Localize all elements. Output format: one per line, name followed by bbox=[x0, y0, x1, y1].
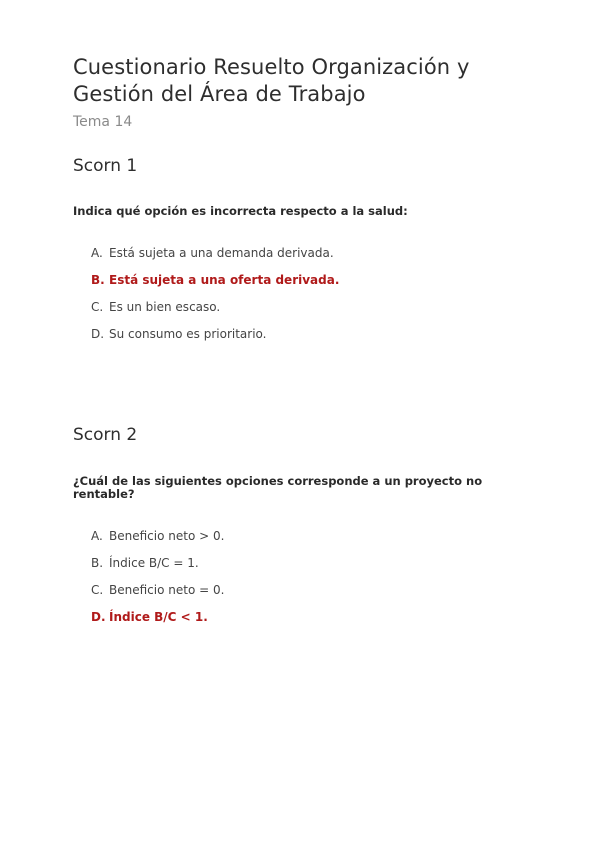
option-2a bbox=[91, 529, 224, 556]
option-letter: B. bbox=[91, 556, 104, 570]
option-text: Su consumo es prioritario. bbox=[109, 327, 267, 341]
option-1c bbox=[91, 300, 339, 327]
option-text: Está sujeta a una oferta derivada. bbox=[109, 273, 340, 287]
question-2: ¿Cuál de las siguientes opciones corresponde a un proyecto no rentable? bbox=[73, 474, 483, 501]
option-letter: B. bbox=[91, 273, 105, 287]
option-text: Índice B/C < 1. bbox=[109, 610, 208, 624]
document-title-line1: Cuestionario Resuelto Organización y bbox=[73, 55, 470, 79]
option-letter: A. bbox=[91, 529, 103, 543]
option-letter: C. bbox=[91, 583, 104, 597]
option-text: Beneficio neto = 0. bbox=[109, 583, 225, 597]
option-text: Está sujeta a una demanda derivada. bbox=[109, 246, 334, 260]
option-letter: D. bbox=[91, 327, 105, 341]
option-text: Es un bien escaso. bbox=[109, 300, 221, 314]
option-letter: C. bbox=[91, 300, 104, 314]
question-1: Indica qué opción es incorrecta respecto a la salud: bbox=[73, 204, 408, 218]
option-letter: A. bbox=[91, 246, 103, 260]
option-text: Índice B/C = 1. bbox=[109, 556, 199, 570]
option-2b bbox=[91, 556, 224, 583]
document-title bbox=[73, 54, 470, 108]
document-subtitle: Tema 14 bbox=[73, 114, 133, 130]
option-1b-correct bbox=[91, 273, 339, 300]
section-title-scorn-2: Scorn 2 bbox=[73, 425, 138, 445]
option-1d bbox=[91, 327, 339, 354]
option-2d-correct bbox=[91, 610, 224, 637]
option-text: Beneficio neto > 0. bbox=[109, 529, 225, 543]
option-2c bbox=[91, 583, 224, 610]
document-title-line2: Gestión del Área de Trabajo bbox=[73, 82, 366, 106]
options-list-2 bbox=[91, 529, 224, 637]
options-list-1 bbox=[91, 246, 339, 354]
section-title-scorn-1: Scorn 1 bbox=[73, 156, 138, 176]
option-1a bbox=[91, 246, 339, 273]
option-letter: D. bbox=[91, 610, 106, 624]
